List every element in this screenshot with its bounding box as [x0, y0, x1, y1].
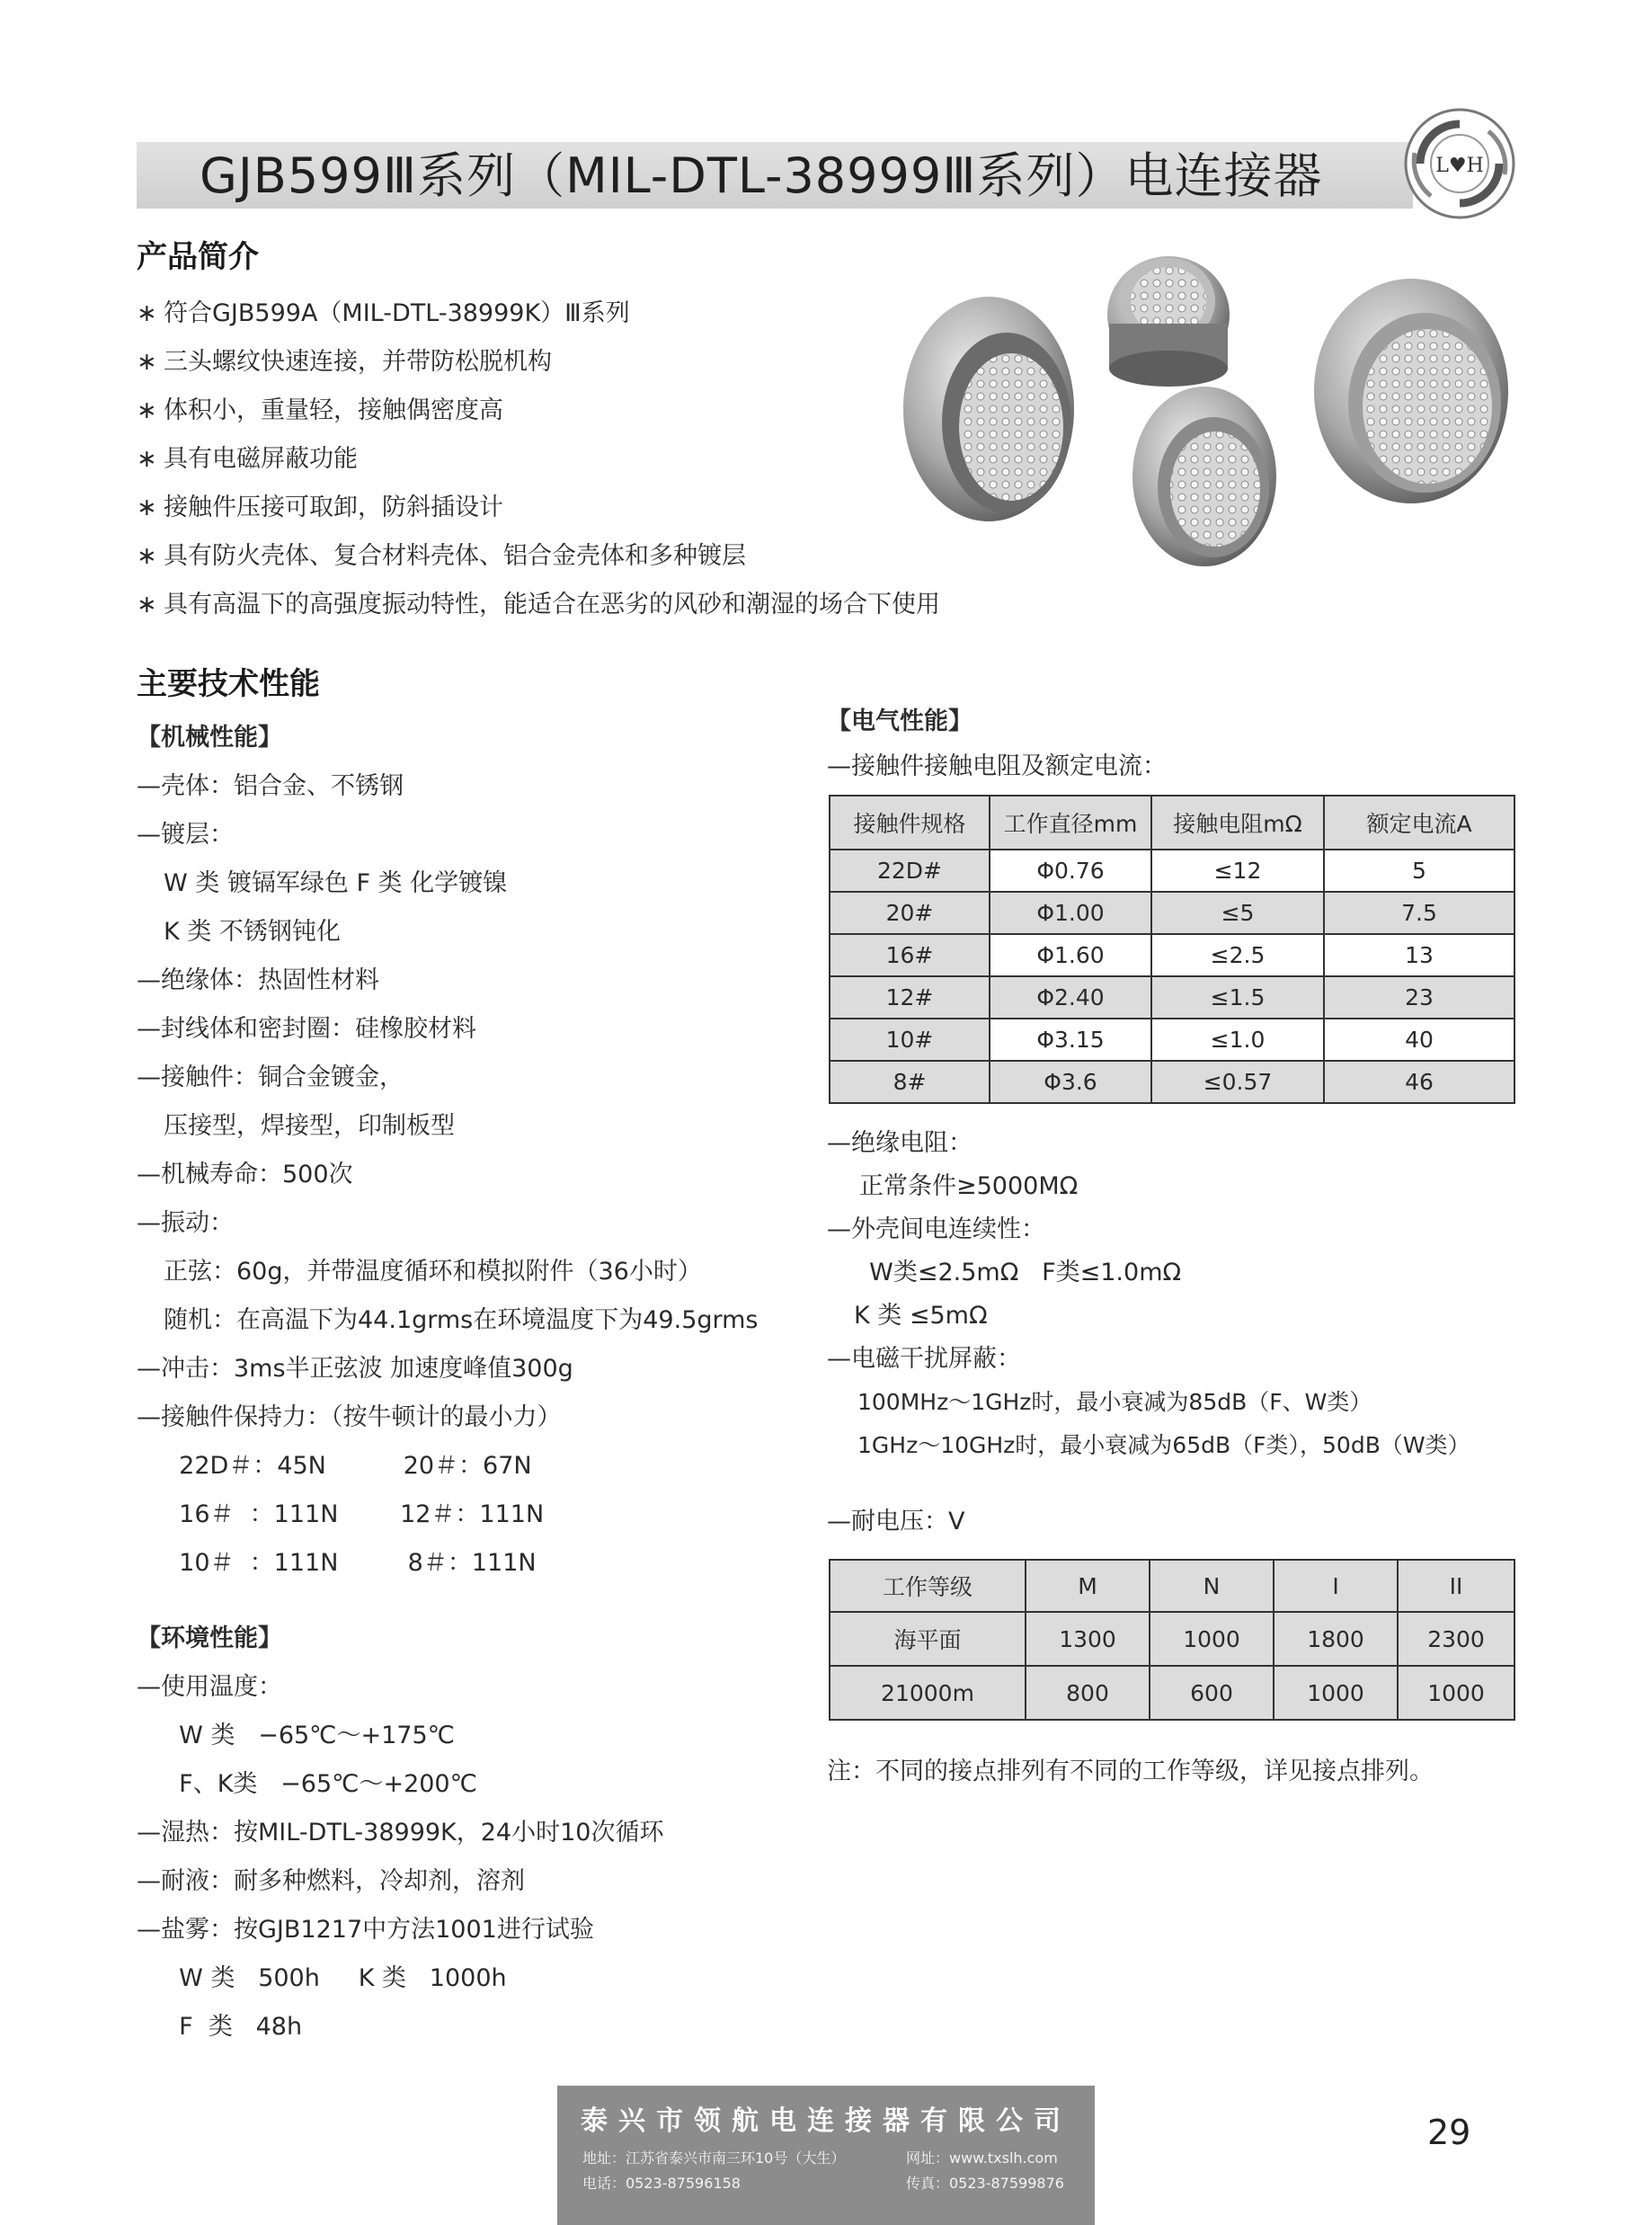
- table-cell: 海平面: [830, 1612, 1026, 1666]
- table-row: [830, 1612, 1514, 1666]
- table-row: [830, 934, 1514, 976]
- column-header: N: [1150, 1560, 1274, 1612]
- spec-line: K 类 ≤5mΩ: [854, 1302, 988, 1330]
- voltage-caption: —耐电压：V: [827, 1508, 965, 1535]
- table-cell: 1800: [1274, 1612, 1398, 1666]
- footer-fax: 传真：0523-87599876: [906, 2175, 1064, 2192]
- column-header: 接触件规格: [830, 796, 990, 850]
- table-cell: 13: [1324, 934, 1514, 976]
- mechanical-section: [137, 714, 759, 1588]
- spec-line: 压接型，焊接型，印制板型: [164, 1112, 455, 1140]
- table-cell: 1300: [1026, 1612, 1150, 1666]
- table-cell: 8#: [830, 1061, 990, 1103]
- column-header: 接触电阻mΩ: [1151, 796, 1324, 850]
- environmental-section: [137, 1615, 663, 2051]
- spec-line: —绝缘电阻：: [827, 1129, 973, 1157]
- spec-line: 16＃ ：111N 12＃：111N: [164, 1500, 545, 1528]
- column-header: 工作等级: [830, 1560, 1026, 1612]
- spec-line: F 类 48h: [164, 2013, 303, 2041]
- table-cell: ≤12: [1151, 850, 1324, 892]
- connector-image: [1107, 256, 1230, 387]
- footer-box: [557, 2086, 1095, 2225]
- table-cell: 46: [1324, 1061, 1514, 1103]
- spec-line: F、K类 −65℃～+200℃: [164, 1770, 477, 1798]
- spec-line: —外壳间电连续性：: [827, 1215, 1045, 1243]
- spec-line: —盐雾：按GJB1217中方法1001进行试验: [137, 1916, 594, 1944]
- page-number: 29: [1427, 2113, 1471, 2152]
- table-row: [830, 1061, 1514, 1103]
- table-cell: 1000: [1274, 1666, 1398, 1720]
- contact-table-caption: —接触件接触电阻及额定电流：: [827, 752, 1167, 780]
- table-cell: Φ1.00: [990, 892, 1151, 934]
- spec-line: W 类 500h K 类 1000h: [164, 1964, 507, 1992]
- column-header: I: [1274, 1560, 1398, 1612]
- table-cell: 12#: [830, 976, 990, 1019]
- table-row: [830, 850, 1514, 892]
- table-cell: 800: [1026, 1666, 1150, 1720]
- note-text: 注：不同的接点排列有不同的工作等级，详见接点排列。: [827, 1758, 1434, 1785]
- logo-text: L♥H: [1435, 155, 1484, 177]
- spec-line: 1GHz～10GHz时，最小衰减为65dB（F类），50dB（W类）: [857, 1432, 1470, 1458]
- spec-line: —冲击：3ms半正弦波 加速度峰值300g: [137, 1355, 573, 1383]
- table-cell: Φ0.76: [990, 850, 1151, 892]
- table-cell: 600: [1150, 1666, 1274, 1720]
- specs-heading: 主要技术性能: [137, 666, 320, 702]
- intro-bullet-list: [137, 289, 940, 629]
- table-header-row: [830, 796, 1514, 850]
- spec-line: 22D＃：45N 20＃：67N: [164, 1452, 532, 1480]
- table-cell: 23: [1324, 976, 1514, 1019]
- connector-image: [1314, 279, 1508, 503]
- table-cell: Φ3.15: [990, 1019, 1151, 1061]
- footer-company-name: 泰兴市领航电连接器有限公司: [581, 2105, 1071, 2137]
- footer-website: 网址：www.txslh.com: [906, 2149, 1058, 2167]
- column-header: M: [1026, 1560, 1150, 1612]
- spec-line: 随机：在高温下为44.1grms在环境温度下为49.5grms: [164, 1306, 759, 1334]
- list-item: ∗ 具有防火壳体、复合材料壳体、铝合金壳体和多种镀层: [137, 542, 746, 570]
- spec-line: —使用温度：: [137, 1673, 282, 1701]
- table-cell: 22D#: [830, 850, 990, 892]
- spec-line: K 类 不锈钢钝化: [164, 918, 341, 946]
- spec-line: 10＃ ：111N 8＃：111N: [164, 1549, 537, 1577]
- table-cell: 5: [1324, 850, 1514, 892]
- electrical-section: [827, 1122, 1470, 1467]
- product-photo: [899, 252, 1510, 584]
- table-cell: ≤5: [1151, 892, 1324, 934]
- spec-line: 正弦：60g，并带温度循环和模拟附件（36小时）: [164, 1258, 702, 1286]
- spec-line: —电磁干扰屏蔽：: [827, 1345, 1021, 1373]
- list-item: ∗ 三头螺纹快速连接，并带防松脱机构: [137, 348, 552, 376]
- table-cell: 16#: [830, 934, 990, 976]
- intro-heading: 产品简介: [137, 239, 259, 275]
- table-cell: 40: [1324, 1019, 1514, 1061]
- page-title: GJB599Ⅲ系列（MIL-DTL-38999Ⅲ系列）电连接器: [200, 147, 1323, 204]
- spec-line: —接触件：铜合金镀金，: [137, 1064, 404, 1091]
- spec-line: —封线体和密封圈：硅橡胶材料: [137, 1015, 476, 1043]
- voltage-table: [829, 1559, 1515, 1721]
- spec-line: —绝缘体：热固性材料: [137, 966, 379, 994]
- table-cell: 1000: [1398, 1666, 1514, 1720]
- list-item: ∗ 体积小，重量轻，接触偶密度高: [137, 396, 503, 424]
- spec-line: —机械寿命：500次: [137, 1161, 353, 1188]
- table-cell: ≤1.0: [1151, 1019, 1324, 1061]
- spec-line: —接触件保持力：（按牛顿计的最小力）: [137, 1403, 562, 1431]
- contact-table: [829, 795, 1515, 1104]
- spec-line: —镀层：: [137, 821, 234, 849]
- spec-line: —湿热：按MIL-DTL-38999K，24小时10次循环: [137, 1819, 664, 1847]
- table-cell: Φ3.6: [990, 1061, 1151, 1103]
- footer-phone: 电话：0523-87596158: [582, 2175, 741, 2192]
- table-cell: Φ2.40: [990, 976, 1151, 1019]
- table-row: [830, 892, 1514, 934]
- table-cell: 21000m: [830, 1666, 1026, 1720]
- table-row: [830, 1666, 1514, 1720]
- footer-address: 地址：江苏省泰兴市南三环10号（大生）: [582, 2149, 846, 2167]
- spec-line: W 类 −65℃～+175℃: [164, 1722, 455, 1749]
- connector-image: [903, 297, 1074, 521]
- mechanical-heading: 【机械性能】: [137, 724, 282, 752]
- table-cell: Φ1.60: [990, 934, 1151, 976]
- table-cell: 10#: [830, 1019, 990, 1061]
- list-item: ∗ 具有电磁屏蔽功能: [137, 445, 358, 473]
- company-logo: [1402, 106, 1517, 221]
- list-item: ∗ 具有高温下的高强度振动特性，能适合在恶劣的风砂和潮湿的场合下使用: [137, 591, 940, 619]
- table-cell: 2300: [1398, 1612, 1514, 1666]
- table-row: [830, 1019, 1514, 1061]
- spec-line: 100MHz～1GHz时，最小衰减为85dB（F、W类）: [857, 1389, 1372, 1415]
- list-item: ∗ 符合GJB599A（MIL-DTL-38999K）Ⅲ系列: [137, 299, 630, 327]
- table-header-row: [830, 1560, 1514, 1612]
- connector-image: [1132, 387, 1276, 566]
- table-cell: ≤2.5: [1151, 934, 1324, 976]
- column-header: 额定电流A: [1324, 796, 1514, 850]
- column-header: 工作直径mm: [990, 796, 1151, 850]
- table-cell: 7.5: [1324, 892, 1514, 934]
- spec-line: 正常条件≥5000MΩ: [859, 1172, 1079, 1200]
- table-cell: ≤1.5: [1151, 976, 1324, 1019]
- spec-line: —壳体：铝合金、不锈钢: [137, 772, 404, 800]
- table-cell: 20#: [830, 892, 990, 934]
- environmental-heading: 【环境性能】: [137, 1624, 282, 1652]
- table-row: [830, 976, 1514, 1019]
- electrical-heading: 【电气性能】: [827, 708, 973, 735]
- spec-line: W类≤2.5mΩ F类≤1.0mΩ: [854, 1259, 1182, 1286]
- column-header: II: [1398, 1560, 1514, 1612]
- spec-line: —振动：: [137, 1209, 234, 1237]
- list-item: ∗ 接触件压接可取卸，防斜插设计: [137, 494, 503, 521]
- spec-line: —耐液：耐多种燃料，冷却剂，溶剂: [137, 1867, 525, 1895]
- table-cell: 1000: [1150, 1612, 1274, 1666]
- table-cell: ≤0.57: [1151, 1061, 1324, 1103]
- spec-line: W 类 镀镉军绿色 F 类 化学镀镍: [164, 869, 508, 897]
